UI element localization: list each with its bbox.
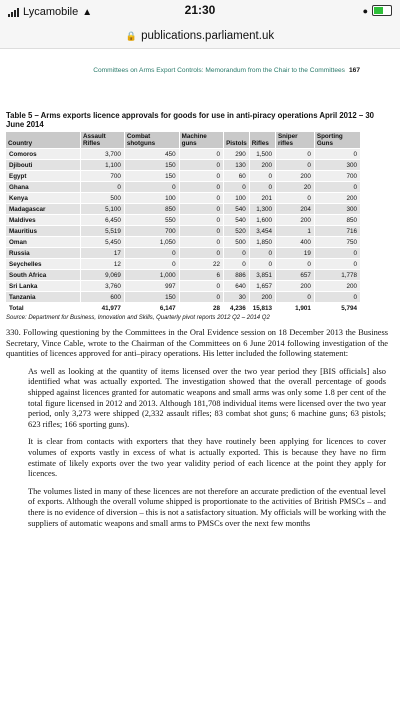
total-label: Total [6, 303, 81, 314]
value-cell: 0 [249, 182, 275, 193]
country-cell: Sri Lanka [6, 281, 81, 292]
value-cell: 201 [249, 193, 275, 204]
value-cell: 0 [179, 215, 223, 226]
table-row [6, 248, 361, 259]
table-header-row [6, 132, 361, 149]
table-row [6, 281, 361, 292]
value-cell: 0 [179, 281, 223, 292]
col-header: Country [6, 132, 81, 149]
table-title: Table 5 – Arms exports licence approvals for goods for use in anti-piracy operations April 2012 – 30 June 2014 [6, 111, 375, 129]
value-cell: 700 [124, 226, 179, 237]
url-text: publications.parliament.uk [141, 30, 275, 42]
value-cell: 0 [179, 248, 223, 259]
total-row [6, 303, 361, 314]
address-bar[interactable] [0, 30, 400, 49]
value-cell: 0 [224, 182, 250, 193]
value-cell: 600 [81, 292, 125, 303]
table-row [6, 259, 361, 270]
table-row [6, 204, 361, 215]
value-cell: 0 [124, 259, 179, 270]
value-cell: 200 [275, 171, 314, 182]
value-cell: 5,519 [81, 226, 125, 237]
col-header: Assault Rifles [81, 132, 125, 149]
total-cell: 1,901 [275, 303, 314, 314]
quote-paragraph: It is clear from contacts with exporters that they have routinely been applying for licences to cover volumes of exports vastly in excess of what is actually exported. This is because they have no firm estimate of likely exports over the two year validity period of each licence at the point they apply for licences. [28, 437, 386, 479]
value-cell: 100 [224, 193, 250, 204]
table-row [6, 160, 361, 171]
col-header: Machine guns [179, 132, 223, 149]
value-cell: 130 [224, 160, 250, 171]
country-cell: Oman [6, 237, 81, 248]
table-row [6, 182, 361, 193]
table-row [6, 226, 361, 237]
value-cell: 657 [275, 270, 314, 281]
country-cell: Tanzania [6, 292, 81, 303]
country-cell: Egypt [6, 171, 81, 182]
country-cell: South Africa [6, 270, 81, 281]
value-cell: 1,500 [249, 149, 275, 160]
value-cell: 150 [124, 160, 179, 171]
value-cell: 0 [249, 259, 275, 270]
value-cell: 12 [81, 259, 125, 270]
value-cell: 0 [179, 204, 223, 215]
value-cell: 0 [224, 259, 250, 270]
value-cell: 1,050 [124, 237, 179, 248]
table-row [6, 292, 361, 303]
value-cell: 886 [224, 270, 250, 281]
country-cell: Madagascar [6, 204, 81, 215]
value-cell: 400 [275, 237, 314, 248]
value-cell: 0 [275, 160, 314, 171]
value-cell: 0 [275, 193, 314, 204]
country-cell: Russia [6, 248, 81, 259]
value-cell: 200 [275, 281, 314, 292]
value-cell: 0 [179, 292, 223, 303]
value-cell: 0 [179, 237, 223, 248]
value-cell: 0 [224, 248, 250, 259]
value-cell: 0 [314, 248, 360, 259]
lock-icon: 🔒 [125, 31, 138, 41]
value-cell: 0 [249, 248, 275, 259]
running-header [0, 49, 400, 74]
value-cell: 17 [81, 248, 125, 259]
value-cell: 750 [314, 237, 360, 248]
value-cell: 200 [275, 215, 314, 226]
value-cell: 640 [224, 281, 250, 292]
value-cell: 5,450 [81, 237, 125, 248]
value-cell: 0 [314, 292, 360, 303]
wifi-icon: ▲ [82, 6, 93, 18]
value-cell: 1 [275, 226, 314, 237]
col-header: Combat shotguns [124, 132, 179, 149]
value-cell: 1,300 [249, 204, 275, 215]
quote-paragraph: As well as looking at the quantity of items licensed over the two year period they [BIS officials] also identified what was actually exported. The investigation showed that the overall percentage of goods shipped against licences granted for automatic weapons and small arms was only some 1.8 per cent of the total figure licensed in 2012 and 2013. Although 181,708 individual items were licensed over the two year period, only 3,273 were shipped (2,332 assault rifles; 83 combat shot guns; 6 machine guns; 63 pistols; 623 rifles; 166 sporting guns). [28, 366, 386, 429]
document-page [0, 49, 400, 711]
value-cell: 997 [124, 281, 179, 292]
value-cell: 0 [314, 149, 360, 160]
value-cell: 716 [314, 226, 360, 237]
col-header: Sniper rifles [275, 132, 314, 149]
country-cell: Kenya [6, 193, 81, 204]
value-cell: 500 [81, 193, 125, 204]
col-header: Rifles [249, 132, 275, 149]
value-cell: 3,454 [249, 226, 275, 237]
total-cell: 5,794 [314, 303, 360, 314]
value-cell: 700 [314, 171, 360, 182]
value-cell: 300 [314, 160, 360, 171]
value-cell: 1,100 [81, 160, 125, 171]
value-cell: 0 [179, 171, 223, 182]
country-cell: Mauritius [6, 226, 81, 237]
country-cell: Ghana [6, 182, 81, 193]
col-header: Sporting Guns [314, 132, 360, 149]
value-cell: 3,760 [81, 281, 125, 292]
value-cell: 0 [314, 259, 360, 270]
value-cell: 520 [224, 226, 250, 237]
country-cell: Seychelles [6, 259, 81, 270]
value-cell: 200 [249, 292, 275, 303]
value-cell: 290 [224, 149, 250, 160]
value-cell: 1,600 [249, 215, 275, 226]
value-cell: 100 [124, 193, 179, 204]
value-cell: 300 [314, 204, 360, 215]
value-cell: 540 [224, 215, 250, 226]
value-cell: 30 [224, 292, 250, 303]
value-cell: 850 [314, 215, 360, 226]
value-cell: 0 [81, 182, 125, 193]
table-row [6, 270, 361, 281]
total-cell: 28 [179, 303, 223, 314]
total-cell: 41,977 [81, 303, 125, 314]
table-row [6, 215, 361, 226]
carrier-name: Lycamobile [23, 6, 79, 18]
value-cell: 540 [224, 204, 250, 215]
country-cell: Maldives [6, 215, 81, 226]
status-bar [0, 0, 400, 30]
value-cell: 3,851 [249, 270, 275, 281]
country-cell: Djibouti [6, 160, 81, 171]
value-cell: 0 [124, 248, 179, 259]
value-cell: 1,850 [249, 237, 275, 248]
total-cell: 15,813 [249, 303, 275, 314]
col-header: Pistols [224, 132, 250, 149]
value-cell: 850 [124, 204, 179, 215]
value-cell: 200 [249, 160, 275, 171]
value-cell: 1,657 [249, 281, 275, 292]
value-cell: 5,100 [81, 204, 125, 215]
table-source: Source: Department for Business, Innovation and Skills, Quarterly pivot reports 2012 Q2 – 2014 Q2 [6, 315, 270, 321]
value-cell: 6,450 [81, 215, 125, 226]
value-cell: 60 [224, 171, 250, 182]
value-cell: 150 [124, 292, 179, 303]
value-cell: 0 [314, 182, 360, 193]
table-row [6, 171, 361, 182]
value-cell: 200 [314, 193, 360, 204]
value-cell: 0 [179, 226, 223, 237]
value-cell: 9,069 [81, 270, 125, 281]
battery-icon [372, 5, 392, 16]
value-cell: 0 [275, 292, 314, 303]
value-cell: 22 [179, 259, 223, 270]
value-cell: 20 [275, 182, 314, 193]
status-time: 21:30 [184, 3, 216, 17]
value-cell: 0 [275, 259, 314, 270]
value-cell: 204 [275, 204, 314, 215]
value-cell: 450 [124, 149, 179, 160]
quote-paragraph: The volumes listed in many of these licences are not therefore an accurate prediction of the eventual level of exports. Although the overall volume shipped is proportionate to the activities of British PMSCs – and there is no evidence of diversion – this is not a satisfactory situation. My officials will be working with the suppliers of automatic weapons and small arms to PMSCs over the next few months [28, 486, 386, 528]
value-cell: 3,700 [81, 149, 125, 160]
value-cell: 150 [124, 171, 179, 182]
table-row [6, 193, 361, 204]
header-text: Committees on Arms Export Controls: Memorandum from the Chair to the Committees [93, 67, 345, 74]
exports-table [5, 131, 361, 314]
value-cell: 0 [179, 149, 223, 160]
value-cell: 700 [81, 171, 125, 182]
value-cell: 0 [179, 160, 223, 171]
value-cell: 0 [179, 182, 223, 193]
page-number: 167 [348, 67, 360, 74]
value-cell: 200 [314, 281, 360, 292]
value-cell: 6 [179, 270, 223, 281]
country-cell: Comoros [6, 149, 81, 160]
value-cell: 0 [249, 171, 275, 182]
total-cell: 6,147 [124, 303, 179, 314]
value-cell: 550 [124, 215, 179, 226]
table-row [6, 149, 361, 160]
value-cell: 500 [224, 237, 250, 248]
table-row [6, 237, 361, 248]
value-cell: 19 [275, 248, 314, 259]
value-cell: 0 [124, 182, 179, 193]
value-cell: 0 [275, 149, 314, 160]
status-right [363, 5, 392, 16]
alarm-icon: ● [362, 5, 368, 16]
total-cell: 4,236 [224, 303, 250, 314]
value-cell: 1,000 [124, 270, 179, 281]
value-cell: 0 [179, 193, 223, 204]
paragraph-330: 330. Following questioning by the Committees in the Oral Evidence session on 18 December 2013 the Business Secretary, Vince Cable, wrote to the Chairman of the Committees on 6 June 2014 following investigation of the quantities of licences approved for anti–piracy operations. His letter included the following statement: [6, 328, 388, 359]
value-cell: 1,778 [314, 270, 360, 281]
